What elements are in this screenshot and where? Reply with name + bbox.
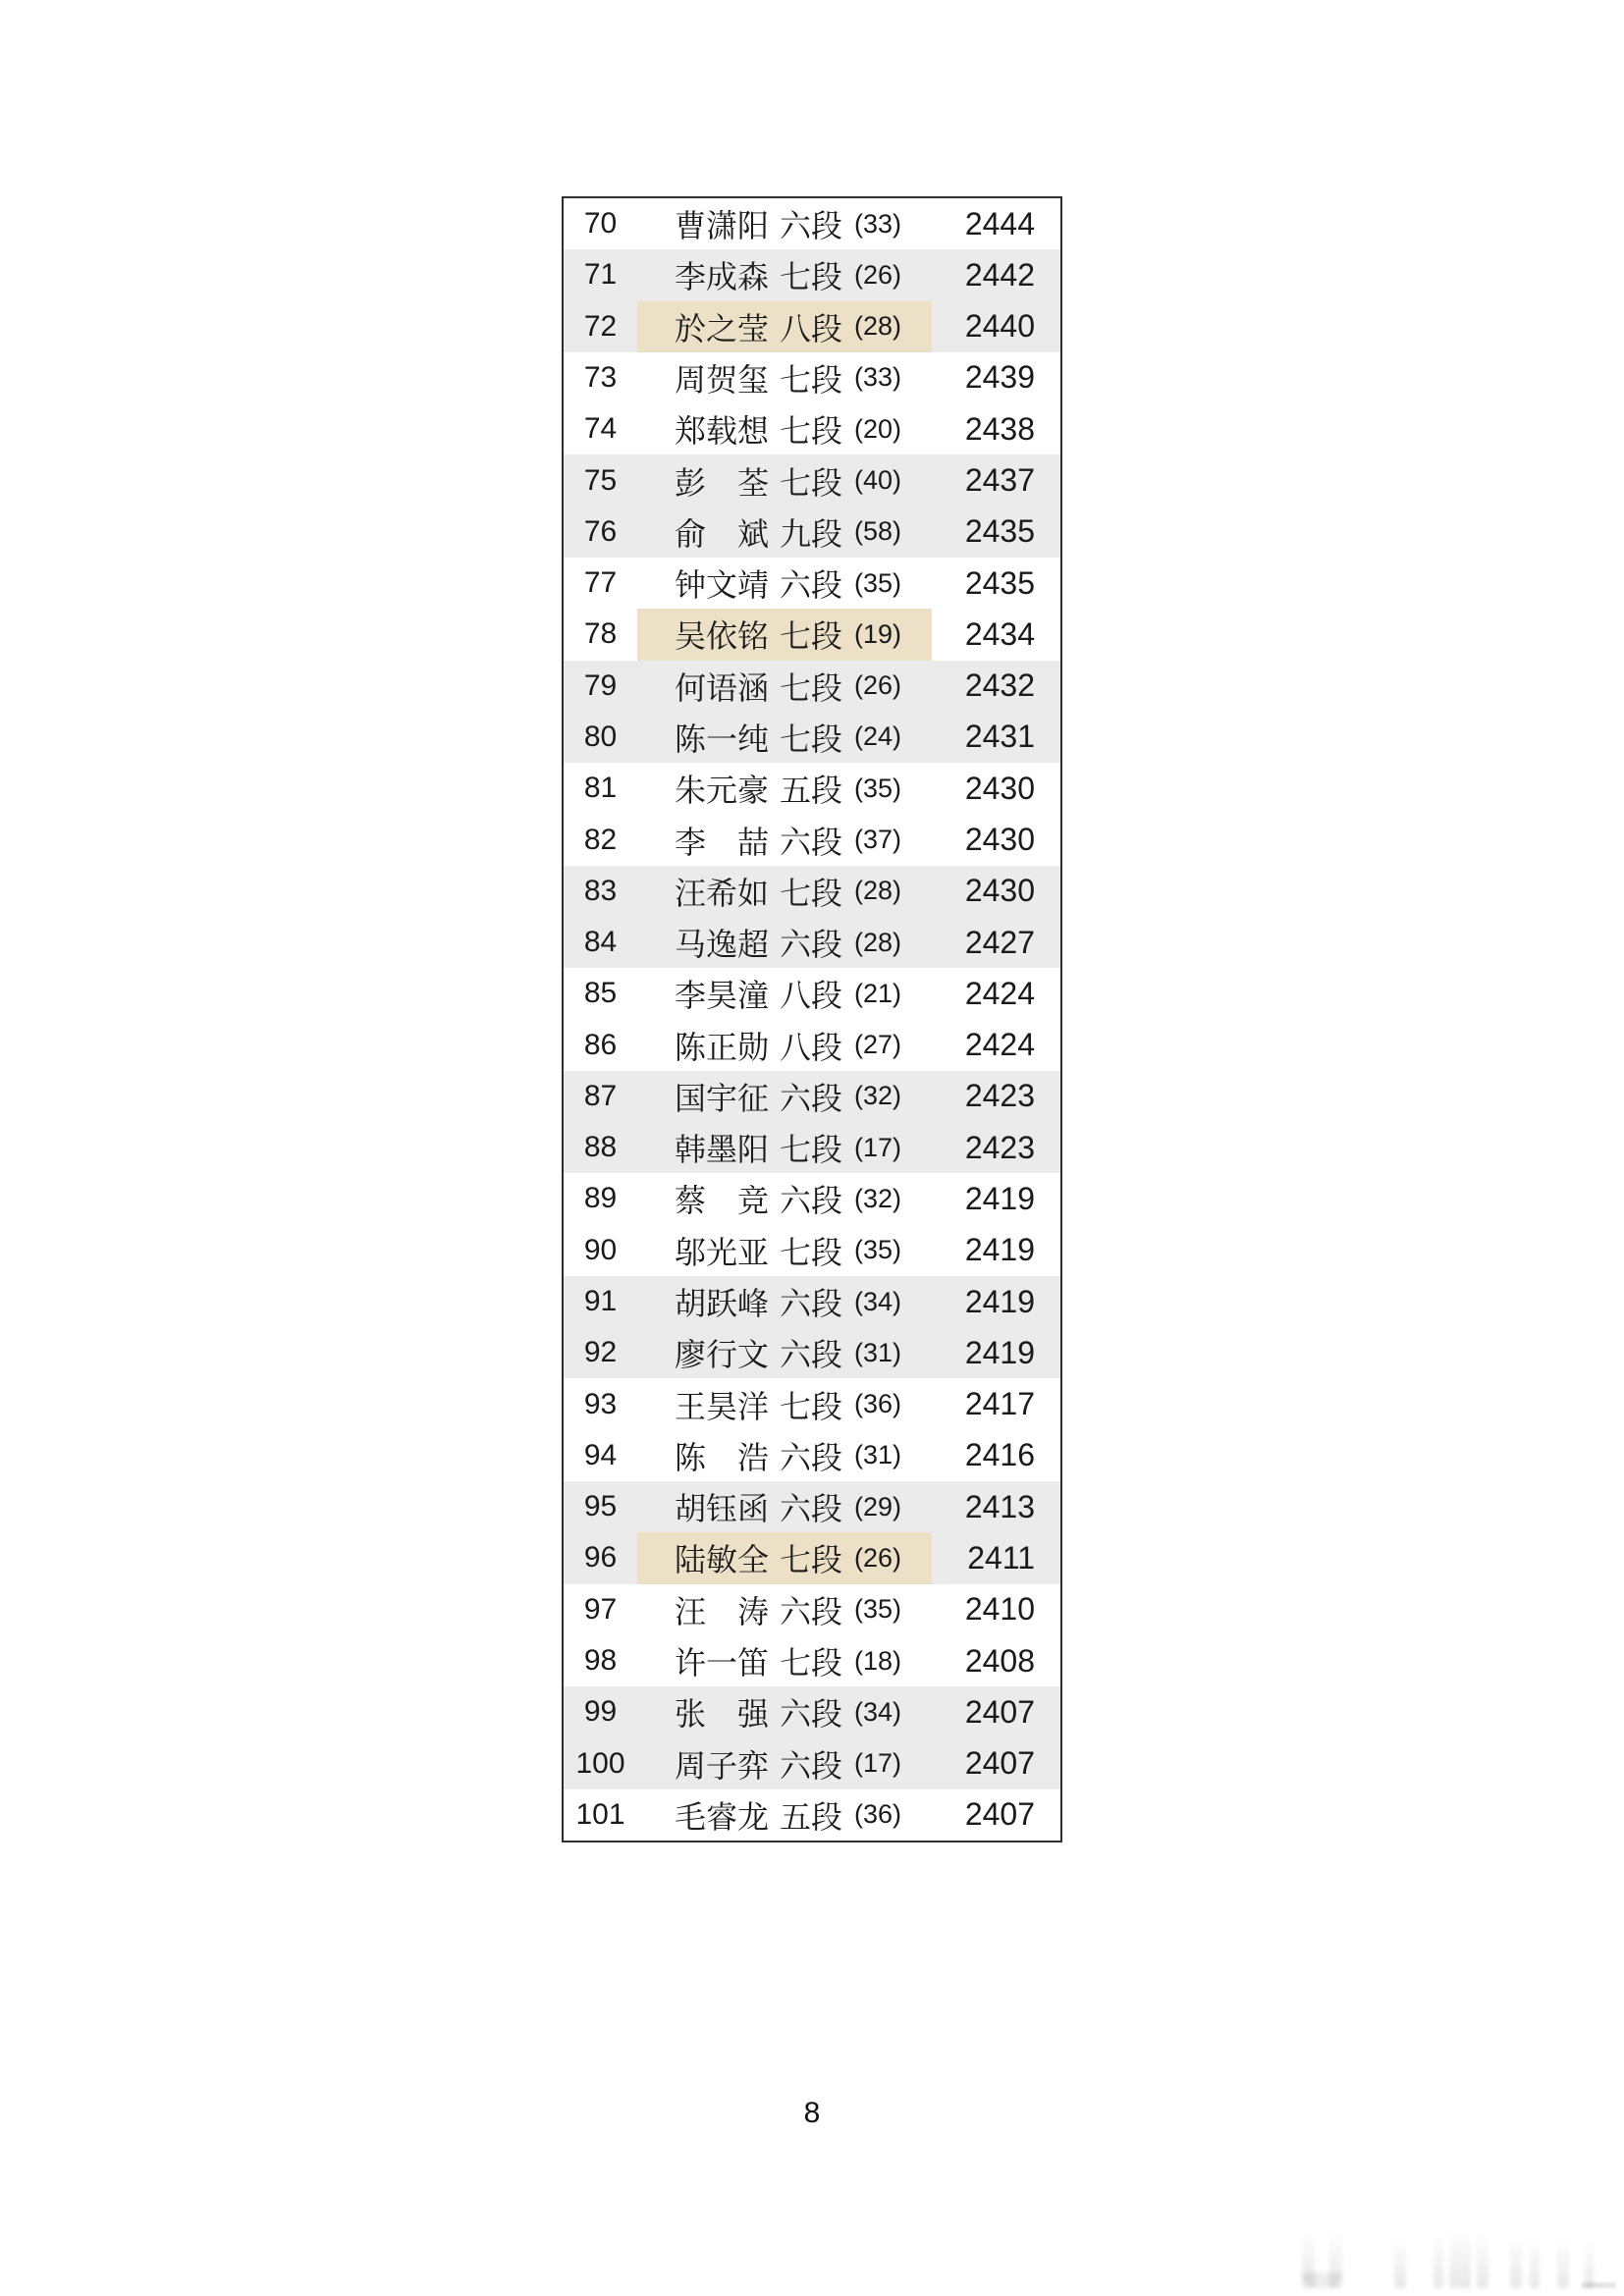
- player-name: 周贺玺: [675, 361, 770, 398]
- player-cell: [637, 198, 932, 249]
- dan-rank: 八段: [780, 310, 843, 347]
- dan-rank: 七段: [780, 361, 843, 398]
- player-cell: [637, 301, 932, 352]
- dan-rank: 七段: [780, 259, 843, 295]
- table-row: [564, 609, 1060, 660]
- player-age: (37): [854, 825, 902, 855]
- player-age: (21): [854, 978, 902, 1008]
- rank-number: 81: [583, 772, 618, 805]
- watermark-glyph: [1510, 2235, 1522, 2288]
- rating-value: 2419: [964, 1283, 1035, 1319]
- player-name: 汪希如: [675, 875, 770, 911]
- dan-rank: 六段: [780, 1696, 843, 1733]
- rank-number: 89: [583, 1182, 618, 1215]
- rating-value: 2434: [964, 615, 1035, 652]
- table-row: [564, 1020, 1060, 1071]
- player-age: (34): [854, 1696, 902, 1727]
- watermark-glyph: [1581, 2282, 1616, 2288]
- player-name: 马逸超: [675, 927, 770, 963]
- rating-value: 2413: [964, 1488, 1035, 1524]
- player-cell: [637, 661, 932, 712]
- table-row: [564, 1173, 1060, 1224]
- player-cell: [637, 1686, 932, 1737]
- watermark-glyph: [1449, 2231, 1471, 2288]
- table-row: [564, 968, 1060, 1019]
- table-row: [564, 249, 1060, 300]
- player-cell: [637, 454, 932, 506]
- player-cell: [637, 1481, 932, 1532]
- rating-value: 2435: [964, 513, 1035, 550]
- player-age: (58): [854, 516, 902, 547]
- player-cell: [637, 1071, 932, 1122]
- player-age: (36): [854, 1389, 902, 1419]
- dan-rank: 五段: [780, 773, 843, 809]
- rank-number: 85: [583, 977, 618, 1010]
- player-name: 廖行文: [675, 1337, 770, 1373]
- rating-value: 2427: [964, 924, 1035, 960]
- table-row: [564, 454, 1060, 506]
- player-age: (33): [854, 208, 902, 239]
- rank-number: 98: [583, 1644, 618, 1678]
- table-row: [564, 198, 1060, 249]
- rating-value: 2407: [964, 1796, 1035, 1833]
- table-row: [564, 1122, 1060, 1173]
- rating-value: 2407: [964, 1693, 1035, 1730]
- player-cell: [637, 249, 932, 300]
- rating-value: 2444: [964, 205, 1035, 241]
- rank-number: 90: [583, 1233, 618, 1266]
- dan-rank: 六段: [780, 1439, 843, 1475]
- player-cell: [637, 507, 932, 558]
- player-age: (32): [854, 1183, 902, 1213]
- player-age: (24): [854, 721, 902, 752]
- player-cell: [637, 403, 932, 454]
- player-cell: [637, 1378, 932, 1429]
- rank-number: 101: [575, 1797, 625, 1831]
- page-number: 8: [803, 2097, 821, 2129]
- player-name: 朱元豪: [675, 773, 770, 809]
- player-age: (29): [854, 1491, 902, 1522]
- rank-number: 96: [583, 1541, 618, 1575]
- player-age: (19): [854, 618, 902, 649]
- dan-rank: 七段: [780, 464, 843, 501]
- player-cell: [637, 1122, 932, 1173]
- rank-number: 86: [583, 1028, 618, 1061]
- rank-number: 73: [583, 360, 618, 394]
- table-row: [564, 1225, 1060, 1276]
- player-name: 吴依铭: [675, 618, 770, 655]
- rating-value: 2430: [964, 822, 1035, 858]
- rating-value: 2423: [964, 1078, 1035, 1114]
- player-age: (34): [854, 1286, 902, 1316]
- table-row: [564, 1686, 1060, 1737]
- table-row: [564, 1430, 1060, 1481]
- player-cell: [637, 1635, 932, 1686]
- watermark: [1294, 2208, 1618, 2296]
- watermark-glyph: [1477, 2233, 1489, 2288]
- rating-value: 2438: [964, 410, 1035, 447]
- player-name: 李昊潼: [675, 978, 770, 1014]
- rank-number: 77: [583, 566, 618, 600]
- player-cell: [637, 609, 932, 660]
- dan-rank: 七段: [780, 618, 843, 655]
- table-row: [564, 1737, 1060, 1789]
- rank-number: 94: [583, 1438, 618, 1471]
- watermark-glyph: [1329, 2231, 1342, 2288]
- rating-value: 2431: [964, 719, 1035, 755]
- player-age: (40): [854, 465, 902, 496]
- dan-rank: 七段: [780, 1388, 843, 1424]
- player-age: (35): [854, 773, 902, 803]
- player-cell: [637, 917, 932, 968]
- player-name: 陈正勋: [675, 1029, 770, 1065]
- dan-rank: 六段: [780, 1337, 843, 1373]
- player-cell: [637, 968, 932, 1019]
- rank-number: 70: [583, 207, 618, 240]
- dan-rank: 七段: [780, 1132, 843, 1168]
- player-name: 何语涵: [675, 669, 770, 706]
- dan-rank: 六段: [780, 208, 843, 244]
- player-name: 毛睿龙: [675, 1798, 770, 1835]
- player-cell: [637, 712, 932, 763]
- player-name: 胡跃峰: [675, 1286, 770, 1322]
- table-row: [564, 507, 1060, 558]
- table-row: [564, 1327, 1060, 1378]
- rank-number: 71: [583, 258, 618, 292]
- watermark-glyph: [1302, 2231, 1315, 2288]
- table-row: [564, 1378, 1060, 1429]
- table-row: [564, 352, 1060, 403]
- player-age: (35): [854, 1235, 902, 1265]
- player-age: (28): [854, 876, 902, 906]
- player-cell: [637, 1789, 932, 1841]
- player-age: (26): [854, 259, 902, 290]
- player-age: (35): [854, 1594, 902, 1625]
- table-row: [564, 301, 1060, 352]
- watermark-glyph: [1585, 2241, 1594, 2288]
- table-row: [564, 814, 1060, 865]
- player-name: 彭 荃: [675, 464, 770, 501]
- rank-number: 79: [583, 668, 618, 702]
- table-row: [564, 1635, 1060, 1686]
- watermark-glyph: [1434, 2233, 1443, 2288]
- dan-rank: 九段: [780, 515, 843, 552]
- dan-rank: 六段: [780, 1183, 843, 1219]
- rating-value: 2410: [964, 1591, 1035, 1628]
- player-cell: [637, 1173, 932, 1224]
- rating-value: 2430: [964, 873, 1035, 909]
- rating-value: 2430: [964, 770, 1035, 806]
- rating-value: 2419: [964, 1232, 1035, 1268]
- player-age: (26): [854, 670, 902, 701]
- player-age: (27): [854, 1030, 902, 1060]
- player-age: (31): [854, 1337, 902, 1367]
- table-row: [564, 1481, 1060, 1532]
- table-row: [564, 1584, 1060, 1635]
- table-row: [564, 712, 1060, 763]
- dan-rank: 六段: [780, 1491, 843, 1527]
- player-age: (20): [854, 413, 902, 444]
- player-cell: [637, 1430, 932, 1481]
- table-row: [564, 763, 1060, 814]
- watermark-glyph: [1557, 2239, 1569, 2288]
- dan-rank: 六段: [780, 927, 843, 963]
- player-age: (31): [854, 1440, 902, 1470]
- dan-rank: 八段: [780, 1029, 843, 1065]
- player-cell: [637, 1584, 932, 1635]
- rank-number: 76: [583, 514, 618, 548]
- player-name: 陈一纯: [675, 721, 770, 757]
- player-name: 周子弈: [675, 1747, 770, 1784]
- dan-rank: 六段: [780, 1593, 843, 1629]
- table-row: [564, 1789, 1060, 1841]
- rating-value: 2442: [964, 256, 1035, 293]
- rating-value: 2435: [964, 564, 1035, 601]
- table-row: [564, 1276, 1060, 1327]
- player-cell: [637, 1276, 932, 1327]
- rating-value: 2439: [964, 359, 1035, 396]
- player-name: 俞 斌: [675, 515, 770, 552]
- dan-rank: 七段: [780, 1234, 843, 1270]
- rank-number: 91: [583, 1285, 618, 1318]
- watermark-glyph: [1302, 2272, 1342, 2288]
- table-row: [564, 917, 1060, 968]
- player-name: 陆敏全: [675, 1542, 770, 1578]
- rating-value: 2437: [964, 462, 1035, 499]
- player-name: 邬光亚: [675, 1234, 770, 1270]
- player-cell: [637, 558, 932, 609]
- rank-number: 88: [583, 1131, 618, 1164]
- rating-value: 2432: [964, 667, 1035, 704]
- player-cell: [637, 1020, 932, 1071]
- player-name: 陈 浩: [675, 1439, 770, 1475]
- player-age: (28): [854, 927, 902, 957]
- player-age: (36): [854, 1799, 902, 1830]
- rank-number: 95: [583, 1490, 618, 1523]
- player-name: 蔡 竞: [675, 1183, 770, 1219]
- rank-number: 82: [583, 823, 618, 856]
- table-row: [564, 661, 1060, 712]
- dan-rank: 七段: [780, 413, 843, 450]
- player-name: 曹潇阳: [675, 208, 770, 244]
- player-name: 韩墨阳: [675, 1132, 770, 1168]
- rank-number: 75: [583, 463, 618, 497]
- table-row: [564, 866, 1060, 917]
- dan-rank: 七段: [780, 875, 843, 911]
- rating-value: 2411: [967, 1539, 1035, 1575]
- dan-rank: 六段: [780, 567, 843, 604]
- player-age: (35): [854, 567, 902, 598]
- rank-number: 93: [583, 1387, 618, 1420]
- player-age: (26): [854, 1542, 902, 1573]
- dan-rank: 七段: [780, 669, 843, 706]
- player-cell: [637, 866, 932, 917]
- dan-rank: 六段: [780, 1286, 843, 1322]
- player-name: 郑载想: [675, 413, 770, 450]
- player-name: 胡钰函: [675, 1491, 770, 1527]
- rating-value: 2416: [964, 1437, 1035, 1473]
- dan-rank: 七段: [780, 1542, 843, 1578]
- rating-value: 2419: [964, 1334, 1035, 1370]
- player-name: 李 喆: [675, 824, 770, 860]
- rating-value: 2423: [964, 1129, 1035, 1165]
- rank-number: 87: [583, 1079, 618, 1112]
- player-age: (32): [854, 1081, 902, 1111]
- table-row: [564, 1071, 1060, 1122]
- player-name: 钟文靖: [675, 567, 770, 604]
- player-name: 许一笛: [675, 1645, 770, 1682]
- dan-rank: 六段: [780, 1080, 843, 1116]
- table-row: [564, 403, 1060, 454]
- dan-rank: 五段: [780, 1798, 843, 1835]
- rank-number: 92: [583, 1336, 618, 1369]
- rank-number: 83: [583, 874, 618, 907]
- dan-rank: 七段: [780, 721, 843, 757]
- player-age: (28): [854, 311, 902, 342]
- rank-number: 97: [583, 1592, 618, 1626]
- player-age: (33): [854, 362, 902, 393]
- rating-value: 2424: [964, 975, 1035, 1011]
- rank-number: 74: [583, 412, 618, 446]
- rating-value: 2440: [964, 308, 1035, 345]
- player-cell: [637, 352, 932, 403]
- rating-value: 2417: [964, 1386, 1035, 1422]
- player-name: 李成森: [675, 259, 770, 295]
- table-row: [564, 558, 1060, 609]
- player-age: (17): [854, 1748, 902, 1779]
- dan-rank: 七段: [780, 1645, 843, 1682]
- watermark-glyph: [1394, 2237, 1406, 2288]
- table-row: [564, 1532, 1060, 1583]
- player-cell: [637, 1737, 932, 1789]
- player-name: 於之莹: [675, 310, 770, 347]
- dan-rank: 六段: [780, 824, 843, 860]
- rank-number: 100: [575, 1746, 625, 1780]
- player-age: (18): [854, 1645, 902, 1676]
- dan-rank: 八段: [780, 978, 843, 1014]
- rating-value: 2407: [964, 1745, 1035, 1782]
- player-cell: [637, 763, 932, 814]
- rank-number: 99: [583, 1695, 618, 1729]
- player-cell: [637, 814, 932, 865]
- rank-number: 72: [583, 309, 618, 343]
- dan-rank: 六段: [780, 1747, 843, 1784]
- player-name: 张 强: [675, 1696, 770, 1733]
- rating-value: 2424: [964, 1027, 1035, 1063]
- rank-number: 84: [583, 926, 618, 959]
- rating-value: 2419: [964, 1180, 1035, 1216]
- rank-number: 80: [583, 720, 618, 753]
- player-cell: [637, 1225, 932, 1276]
- watermark-glyph: [1530, 2237, 1540, 2288]
- player-name: 国宇征: [675, 1080, 770, 1116]
- player-cell: [637, 1327, 932, 1378]
- player-age: (17): [854, 1132, 902, 1162]
- player-name: 汪 涛: [675, 1593, 770, 1629]
- player-name: 王昊洋: [675, 1388, 770, 1424]
- rating-value: 2408: [964, 1642, 1035, 1679]
- player-cell: [637, 1532, 932, 1583]
- ranking-table: [562, 196, 1062, 1842]
- rank-number: 78: [583, 617, 618, 651]
